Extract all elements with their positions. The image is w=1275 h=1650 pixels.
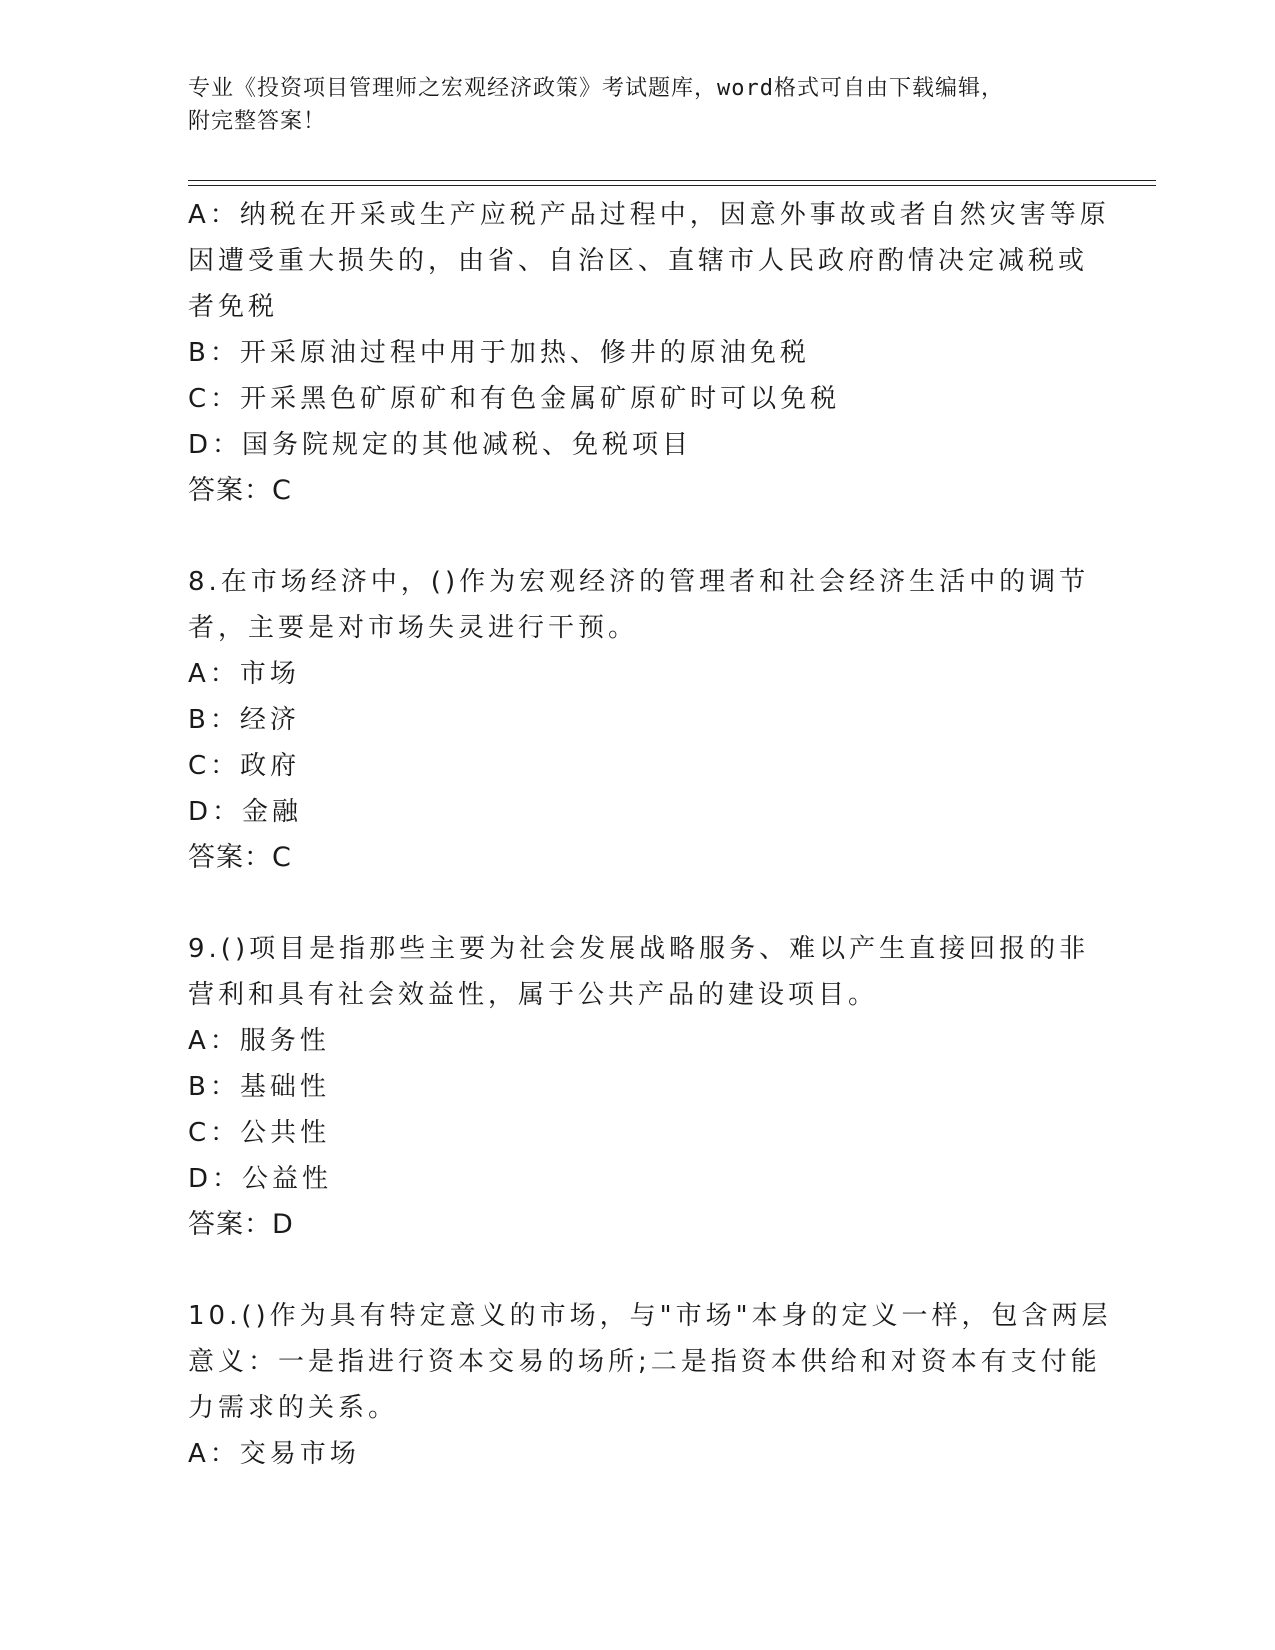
option-a: A：服务性 <box>188 1026 330 1056</box>
document-header <box>188 72 1068 138</box>
header-divider-top <box>188 180 1156 181</box>
question-stem-line-1: 10.()作为具有特定意义的市场，与"市场"本身的定义一样，包含两层 <box>188 1301 1112 1331</box>
option-c: C：公共性 <box>188 1118 331 1148</box>
answer: 答案：C <box>188 842 292 873</box>
question-stem-line-3: 力需求的关系。 <box>188 1393 399 1423</box>
option-b: B：开采原油过程中用于加热、修井的原油免税 <box>188 338 810 368</box>
question-8 <box>188 559 1088 881</box>
header-divider-bottom <box>188 185 1156 186</box>
option-d: D：公益性 <box>188 1164 333 1194</box>
question-9 <box>188 926 1088 1248</box>
option-c: C：政府 <box>188 751 301 781</box>
question-10 <box>188 1293 1112 1477</box>
option-b: B：基础性 <box>188 1072 330 1102</box>
option-a-line-2: 因遭受重大损失的，由省、自治区、直辖市人民政府酌情决定减税或 <box>188 246 1089 276</box>
question-7-tail <box>188 192 1110 514</box>
header-line-2: 附完整答案！ <box>188 109 327 134</box>
option-a: A：市场 <box>188 659 300 689</box>
question-stem-line-1: 8.在市场经济中，()作为宏观经济的管理者和社会经济生活中的调节 <box>188 567 1090 597</box>
header-line-1: 专业《投资项目管理师之宏观经济政策》考试题库，word格式可自由下载编辑， <box>188 76 1004 101</box>
question-stem-line-2: 意义：一是指进行资本交易的场所;二是指资本供给和对资本有支付能 <box>188 1347 1101 1377</box>
option-a-line-3: 者免税 <box>188 292 279 322</box>
question-stem-line-2: 者，主要是对市场失灵进行干预。 <box>188 613 639 643</box>
option-a-line-1: A：纳税在开采或生产应税产品过程中，因意外事故或者自然灾害等原 <box>188 200 1110 230</box>
answer: 答案：C <box>188 475 292 506</box>
option-d: D：金融 <box>188 797 303 827</box>
option-c: C：开采黑色矿原矿和有色金属矿原矿时可以免税 <box>188 384 841 414</box>
option-a: A：交易市场 <box>188 1439 360 1469</box>
option-d: D：国务院规定的其他减税、免税项目 <box>188 430 693 460</box>
question-stem-line-1: 9.()项目是指那些主要为社会发展战略服务、难以产生直接回报的非 <box>188 934 1090 964</box>
answer: 答案：D <box>188 1209 294 1240</box>
question-stem-line-2: 营利和具有社会效益性，属于公共产品的建设项目。 <box>188 980 879 1010</box>
option-b: B：经济 <box>188 705 300 735</box>
question-list <box>188 192 1112 1477</box>
